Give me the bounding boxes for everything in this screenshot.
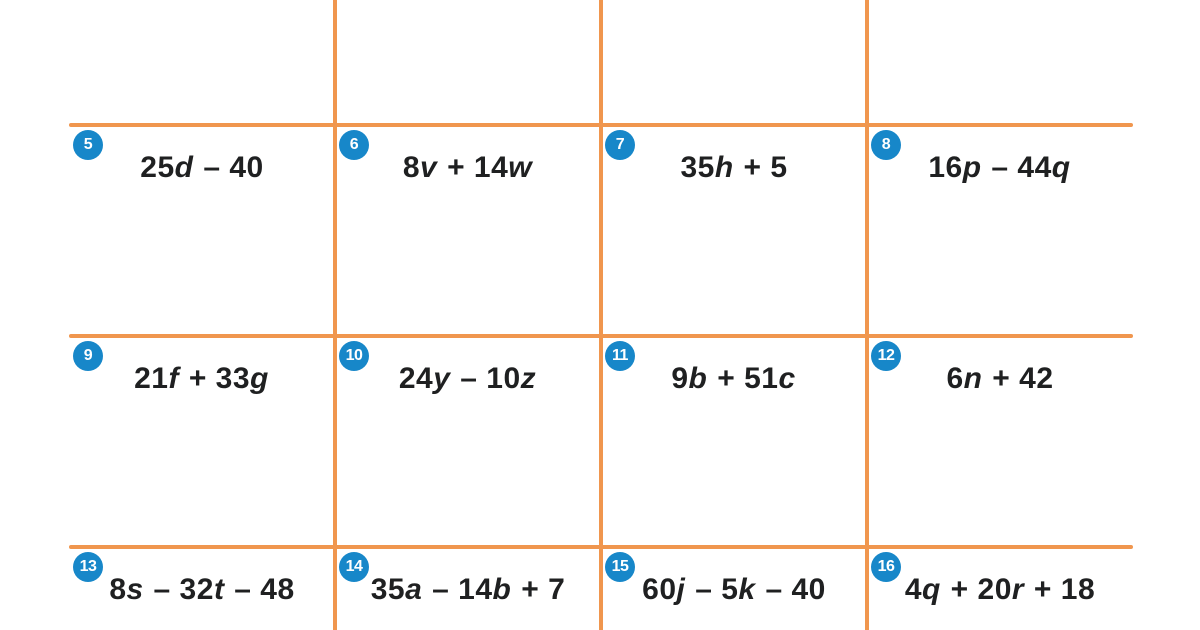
worksheet-cell-13 [69,547,335,630]
expression-text: 35a – 14b + 7 [370,573,566,606]
worksheet-cell-9 [69,336,335,547]
worksheet-cell-15 [601,547,867,630]
problem-number-badge: 9 [73,341,103,371]
worksheet-cell-14 [335,547,601,630]
expression-text: 24y – 10z [398,362,537,395]
worksheet-cell-6 [335,125,601,336]
problem-number-badge: 14 [339,552,369,582]
expression-text: 25d – 40 [140,151,264,184]
problem-number-badge: 12 [871,341,901,371]
worksheet-cell-16 [867,547,1133,630]
problem-number-badge: 10 [339,341,369,371]
problem-number-badge: 13 [73,552,103,582]
problem-number-badge: 15 [605,552,635,582]
expression-text: 4q + 20r + 18 [904,573,1096,606]
worksheet-cell-5 [69,125,335,336]
worksheet-cell-12 [867,336,1133,547]
expression-text: 9b + 51c [671,362,796,395]
expression-text: 6n + 42 [946,362,1054,395]
problem-number-badge: 6 [339,130,369,160]
expression-text: 8v + 14w [402,151,533,184]
expression-text: 60j – 5k – 40 [642,573,826,606]
expression-text: 21f + 33g [134,362,269,395]
worksheet-cell-11 [601,336,867,547]
problem-number-badge: 16 [871,552,901,582]
worksheet-cell-8 [867,125,1133,336]
expression-text: 35h + 5 [680,151,788,184]
expression-text: 8s – 32t – 48 [109,573,295,606]
worksheet-cell-7 [601,125,867,336]
problem-number-badge: 5 [73,130,103,160]
problem-number-badge: 8 [871,130,901,160]
problem-number-badge: 7 [605,130,635,160]
problem-number-badge: 11 [605,341,635,371]
expression-text: 16p – 44q [928,151,1071,184]
worksheet-cell-10 [335,336,601,547]
